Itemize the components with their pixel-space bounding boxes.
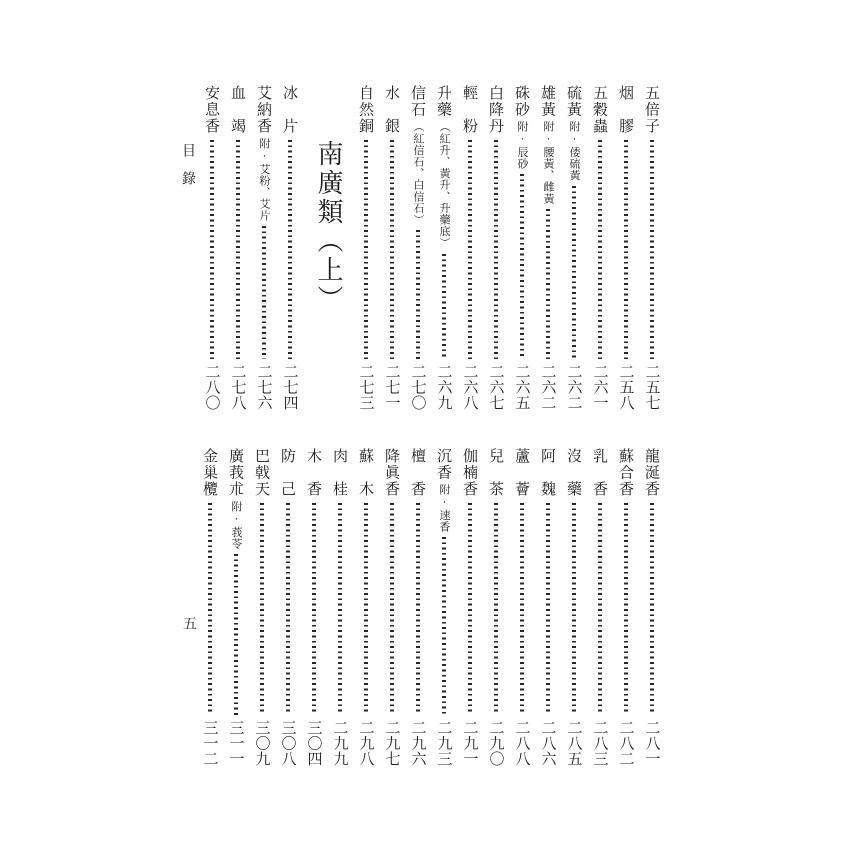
entry-title: 蘇合香 [617, 448, 635, 498]
entry-heading [204, 85, 220, 135]
dotted-leader [338, 503, 342, 715]
dotted-leader [572, 186, 576, 359]
entry-page-number: 二八八 [513, 719, 532, 766]
entry-heading [514, 448, 530, 498]
dotted-leader [520, 174, 524, 358]
toc-entry [434, 448, 454, 766]
dotted-leader [234, 554, 238, 715]
entry-page-number: 二八六 [539, 719, 558, 766]
entry-title: 乳 香 [591, 448, 609, 498]
dotted-leader [624, 503, 628, 715]
entry-heading [462, 448, 478, 498]
entry-title: 降眞香 [383, 448, 401, 498]
entry-heading [410, 448, 426, 498]
entry-note: 附·辰砂 [516, 121, 529, 170]
entry-page-number: 二六五 [513, 363, 532, 410]
dotted-leader [260, 503, 264, 715]
entry-heading [592, 448, 608, 498]
toc-entry [408, 448, 428, 766]
entry-heading [488, 85, 504, 135]
entry-heading [332, 448, 348, 498]
entry-title: 自然銅 [357, 85, 375, 135]
toc-entry [642, 85, 662, 410]
toc-entry [512, 448, 532, 766]
entry-note: 附·艾粉、艾片 [258, 137, 271, 221]
entry-page-number: 二六八 [461, 363, 480, 410]
entry-heading [566, 85, 582, 181]
entry-heading [436, 85, 452, 249]
entry-heading [358, 448, 374, 498]
toc-entry [280, 85, 300, 410]
entry-page-number: 二六九 [435, 363, 454, 410]
dotted-leader [416, 230, 420, 358]
toc-entry [460, 448, 480, 766]
toc-entry [616, 85, 636, 410]
dotted-leader [416, 503, 420, 715]
toc-entry [408, 85, 428, 410]
dotted-leader [286, 503, 290, 715]
entry-heading [592, 85, 608, 135]
dotted-leader [598, 503, 602, 715]
entry-title: 巴戟天 [253, 448, 271, 498]
dotted-leader [364, 503, 368, 715]
entry-title: 五穀蟲 [591, 85, 609, 135]
entry-title: 伽楠香 [461, 448, 479, 498]
toc-entry [590, 448, 610, 766]
entry-title: 升藥 [435, 85, 453, 118]
toc-entry [512, 85, 532, 410]
dotted-leader [364, 140, 368, 359]
entry-heading [280, 448, 296, 498]
entry-heading [306, 448, 322, 498]
toc-entry [382, 85, 402, 410]
entry-heading [230, 85, 246, 135]
entry-title: 水 銀 [383, 85, 401, 135]
dotted-leader [598, 140, 602, 359]
dotted-leader [390, 140, 394, 359]
toc-entry [642, 448, 662, 766]
toc-entry [304, 448, 324, 766]
toc-entry [252, 448, 272, 766]
dotted-leader [236, 140, 240, 359]
folio-page-number: 五 [181, 616, 197, 630]
entry-page-number: 三〇四 [305, 719, 324, 766]
dotted-leader [442, 254, 446, 359]
dotted-leader [494, 503, 498, 715]
entry-title: 兒 茶 [487, 448, 505, 498]
toc-entry [538, 448, 558, 766]
dotted-leader [546, 209, 550, 358]
entry-title: 蘇 木 [357, 448, 375, 498]
entry-heading [540, 448, 556, 498]
entry-page-number: 二九八 [357, 719, 376, 766]
dotted-leader [210, 140, 214, 359]
dotted-leader [312, 503, 316, 715]
entry-page-number: 三一二 [201, 719, 220, 766]
entry-title: 安息香 [203, 85, 221, 135]
entry-page-number: 二七四 [281, 363, 300, 410]
entry-page-number: 二九一 [461, 719, 480, 766]
toc-entry [356, 448, 376, 766]
entry-note: 附·倭硫黃 [568, 121, 581, 181]
dotted-leader [262, 226, 266, 359]
dotted-leader [442, 537, 446, 714]
entry-page-number: 二八〇 [203, 363, 222, 410]
entry-heading [644, 448, 660, 498]
entry-title: 廣莪朮 [227, 448, 245, 498]
entry-heading [514, 85, 530, 169]
toc-entry [254, 85, 274, 410]
entry-title: 冰 片 [281, 85, 299, 135]
toc-entry [486, 448, 506, 766]
entry-note: ︵紅升、黃升、升藥底︶ [438, 121, 451, 249]
dotted-leader [650, 503, 654, 715]
entry-title: 防 己 [279, 448, 297, 498]
toc-entry [590, 85, 610, 410]
entry-page-number: 二九七 [383, 719, 402, 766]
entry-page-number: 二七一 [383, 363, 402, 410]
dotted-leader [390, 503, 394, 715]
entry-title: 檀 香 [409, 448, 427, 498]
toc-entry [486, 85, 506, 410]
entry-title: 肉 桂 [331, 448, 349, 498]
entry-heading [410, 85, 426, 225]
entry-note: 附·速香 [438, 484, 451, 533]
toc-entry [356, 85, 376, 410]
dotted-leader [468, 140, 472, 359]
dotted-leader [650, 140, 654, 359]
entry-heading [462, 85, 478, 135]
entry-heading [228, 448, 244, 549]
entry-page-number: 二八二 [617, 719, 636, 766]
toc-entry [616, 448, 636, 766]
dotted-leader [546, 503, 550, 715]
entry-title: 艾納香 [255, 85, 273, 135]
entry-heading [436, 448, 452, 532]
entry-note: ︵紅信石、白信石︶ [412, 121, 425, 226]
section-heading-text: 南廣類︵上︶ [313, 140, 343, 314]
entry-heading [618, 85, 634, 135]
entry-page-number: 二六七 [487, 363, 506, 410]
entry-title: 雄黃 [539, 85, 557, 118]
entry-page-number: 二七六 [255, 363, 274, 410]
entry-title: 信石 [409, 85, 427, 118]
dotted-leader [520, 503, 524, 715]
entry-page-number: 二七八 [229, 363, 248, 410]
entry-heading [618, 448, 634, 498]
dotted-leader [468, 503, 472, 715]
entry-page-number: 二六二 [565, 363, 584, 410]
entry-title: 沉香 [435, 448, 453, 481]
entry-title: 金巢欖 [201, 448, 219, 498]
dotted-leader [288, 140, 292, 359]
entry-page-number: 二九〇 [487, 719, 506, 766]
entry-page-number: 三〇八 [279, 719, 298, 766]
entry-title: 硃砂 [513, 85, 531, 118]
toc-entry [382, 448, 402, 766]
entry-page-number: 三〇九 [253, 719, 272, 766]
entry-title: 蘆 薈 [513, 448, 531, 498]
entry-page-number: 二七三 [357, 363, 376, 410]
toc-title-label: 目 錄 [180, 143, 196, 185]
entry-title: 沒 藥 [565, 448, 583, 498]
entry-title: 木 香 [305, 448, 323, 498]
entry-title: 血 竭 [229, 85, 247, 135]
toc-entry [278, 448, 298, 766]
entry-heading [282, 85, 298, 135]
toc-entry [200, 448, 220, 766]
toc-entry [460, 85, 480, 410]
dotted-leader [572, 503, 576, 715]
entry-page-number: 二八三 [591, 719, 610, 766]
entry-heading [566, 448, 582, 498]
toc-section-lower [200, 448, 662, 766]
entry-note: 附·莪苓 [230, 500, 243, 549]
entry-heading [358, 85, 374, 135]
entry-heading [384, 448, 400, 498]
toc-entry [564, 85, 584, 410]
entry-page-number: 二九九 [331, 719, 350, 766]
dotted-leader [208, 503, 212, 715]
entry-page-number: 二五七 [643, 363, 662, 410]
entry-page-number: 三一一 [227, 719, 246, 766]
toc-entry [538, 85, 558, 410]
entry-heading [202, 448, 218, 498]
entry-title: 白降丹 [487, 85, 505, 135]
entry-heading [384, 85, 400, 135]
entry-heading [488, 448, 504, 498]
section-heading [306, 85, 350, 410]
dotted-leader [494, 140, 498, 359]
entry-page-number: 二六二 [539, 363, 558, 410]
entry-heading [254, 448, 270, 498]
entry-page-number: 二八五 [565, 719, 584, 766]
toc-entry [330, 448, 350, 766]
entry-heading [540, 85, 556, 204]
entry-note: 附·腰黃、雌黃 [542, 121, 555, 205]
entry-heading [644, 85, 660, 135]
toc-section-upper [202, 85, 662, 410]
entry-title: 烟 膠 [617, 85, 635, 135]
toc-entry [202, 85, 222, 410]
entry-page-number: 二五八 [617, 363, 636, 410]
toc-entry [226, 448, 246, 766]
toc-entry [564, 448, 584, 766]
entry-page-number: 二七〇 [409, 363, 428, 410]
entry-page-number: 二八一 [643, 719, 662, 766]
entry-title: 硫黃 [565, 85, 583, 118]
entry-page-number: 二九三 [435, 719, 454, 766]
entry-page-number: 二六一 [591, 363, 610, 410]
dotted-leader [624, 140, 628, 359]
toc-entry [434, 85, 454, 410]
entry-heading [256, 85, 272, 221]
entry-title: 五倍子 [643, 85, 661, 135]
entry-page-number: 二九六 [409, 719, 428, 766]
entry-title: 阿 魏 [539, 448, 557, 498]
entry-title: 龍涎香 [643, 448, 661, 498]
entry-title: 輕 粉 [461, 85, 479, 135]
toc-entry [228, 85, 248, 410]
